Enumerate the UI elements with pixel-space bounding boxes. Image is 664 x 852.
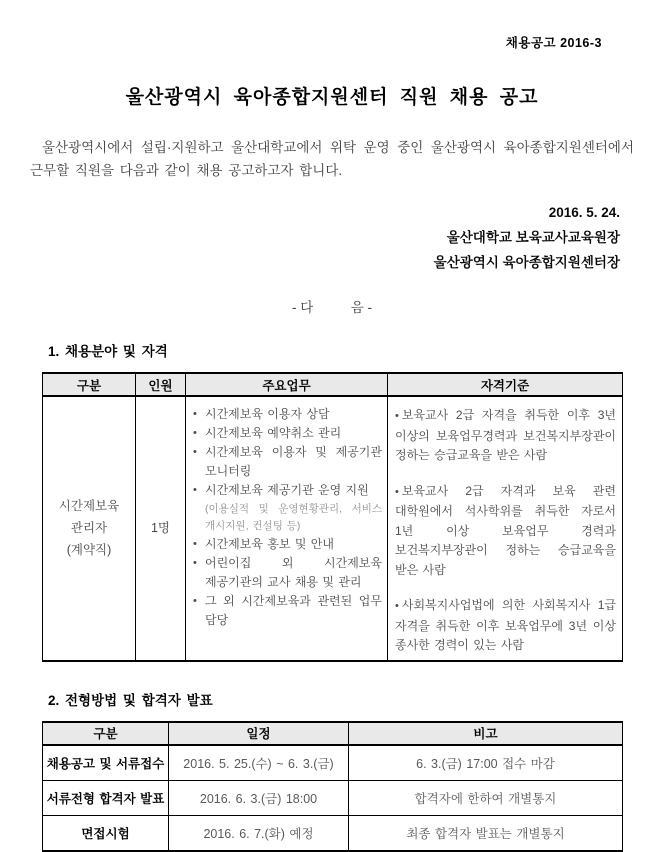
bullet-icon: • <box>193 427 197 439</box>
schedule-row-label: 서류전형 합격자 발표 <box>43 780 169 815</box>
bullet-icon: • <box>395 600 399 612</box>
position-line: (계약직) <box>66 543 112 558</box>
duty-item <box>192 554 382 592</box>
duty-item <box>192 424 382 443</box>
schedule-row-date: 2016. 5. 25.(수) ~ 6. 3.(금) <box>169 745 349 781</box>
duty-item <box>192 535 382 554</box>
schedule-row-date: 2016. 6. 7.(화) 예정 <box>169 815 349 851</box>
qualification-text: 보육교사 2급 자격을 취득한 이후 3년 이상의 보육업무경력과 보건복지부장관이 정하는 승급교육을 받은 사람 <box>395 408 616 462</box>
schedule-row <box>43 815 623 851</box>
column-header-gubun: 구분 <box>43 373 136 396</box>
duty-item <box>192 443 382 481</box>
schedule-row-note: 합격자에 한하여 개별통지 <box>349 780 623 815</box>
duty-text: 시간제보육 이용자 및 제공기관 모니터링 <box>205 445 382 478</box>
duty-item <box>192 592 382 630</box>
qualification-item <box>395 482 616 581</box>
qualifications-cell <box>388 396 623 661</box>
section1-heading: 1. 채용분야 및 자격 <box>48 344 168 359</box>
schedule-row <box>43 780 623 815</box>
schedule-table <box>42 721 623 852</box>
recruitment-table-header-row <box>43 373 623 396</box>
schedule-row-date: 2016. 6. 3.(금) 18:00 <box>169 780 349 815</box>
schedule-row <box>43 745 623 781</box>
qualification-item <box>395 406 616 466</box>
schedule-table-header-row <box>43 722 623 745</box>
bullet-icon: • <box>193 557 197 569</box>
duty-text: 그 외 시간제보육과 관련된 업무 담당 <box>205 594 382 627</box>
bullet-icon: • <box>395 410 399 422</box>
qualification-text: 보육교사 2급 자격과 보육 관련 대학원에서 석사학위를 취득한 자로서 1년 이상 보육업무 경력과 보건복지부장관이 정하는 승급교육을 받은 사람 <box>395 483 616 577</box>
duty-text: 어린이집 외 시간제보육 제공기관의 교사 채용 및 관리 <box>205 556 382 589</box>
page-title: 울산광역시 육아종합지원센터 직원 채용 공고 <box>125 87 539 108</box>
position-line: 시간제보육 <box>58 499 120 514</box>
signature-block <box>0 200 664 275</box>
doc-number: 채용공고 2016-3 <box>505 36 602 50</box>
schedule-row-note: 6. 3.(금) 17:00 접수 마감 <box>349 745 623 781</box>
duty-note: (이용실적 및 운영현황관리, 서비스 개시지원, 컨설팅 등) <box>205 503 382 532</box>
schedule-row-label: 채용공고 및 서류접수 <box>43 745 169 781</box>
schedule-row-label: 면접시험 <box>43 815 169 851</box>
duties-list <box>192 405 382 630</box>
position-cell <box>43 396 136 661</box>
signer-line: 울산대학교 보육교사교육원장 <box>446 230 620 245</box>
section2-heading: 2. 전형방법 및 합격자 발표 <box>48 692 213 708</box>
recruitment-table-row <box>43 396 623 661</box>
bullet-icon: • <box>193 538 197 550</box>
column-header-headcount: 인원 <box>136 373 186 396</box>
duty-text: 시간제보육 홍보 및 안내 <box>205 537 334 551</box>
position-line: 관리자 <box>70 521 108 536</box>
qualification-item <box>395 596 616 656</box>
bullet-icon: • <box>193 484 197 496</box>
bullet-icon: • <box>193 446 197 458</box>
duty-text: 시간제보육 제공기관 운영 지원 <box>205 483 369 497</box>
column-header-note: 비고 <box>349 722 623 745</box>
signer-line: 울산광역시 육아종합지원센터장 <box>433 255 620 270</box>
recruitment-table <box>42 372 623 662</box>
bullet-icon: • <box>193 595 197 607</box>
column-header-gubun2: 구분 <box>43 722 169 745</box>
headcount-cell: 1명 <box>136 396 186 661</box>
qualification-text: 사회복지사업법에 의한 사회복지사 1급 자격을 취득한 이후 보육업무에 3년 이상 종사한 경력이 있는 사람 <box>395 598 616 652</box>
intro-paragraph: 울산광역시에서 설립·지원하고 울산대학교에서 위탁 운영 중인 울산광역시 육아종합지원센터에서 근무할 직원을 다음과 같이 채용 공고하고자 합니다. <box>30 140 634 178</box>
notice-date: 2016. 5. 24. <box>548 205 620 220</box>
bullet-icon: • <box>193 408 197 420</box>
duty-text: 시간제보육 예약취소 관리 <box>205 426 342 440</box>
qualifications-list <box>395 406 616 656</box>
duties-cell <box>186 396 388 661</box>
bullet-icon: • <box>395 485 399 498</box>
schedule-row-note: 최종 합격자 발표는 개별통지 <box>349 815 623 851</box>
duty-text: 시간제보육 이용자 상담 <box>205 407 330 421</box>
column-header-duties: 주요업무 <box>186 373 388 396</box>
daum-divider: - 다 음 - <box>291 300 373 315</box>
duty-item <box>192 405 382 424</box>
column-header-qualifications: 자격기준 <box>388 373 623 396</box>
duty-item <box>192 481 382 535</box>
column-header-schedule: 일정 <box>169 722 349 745</box>
